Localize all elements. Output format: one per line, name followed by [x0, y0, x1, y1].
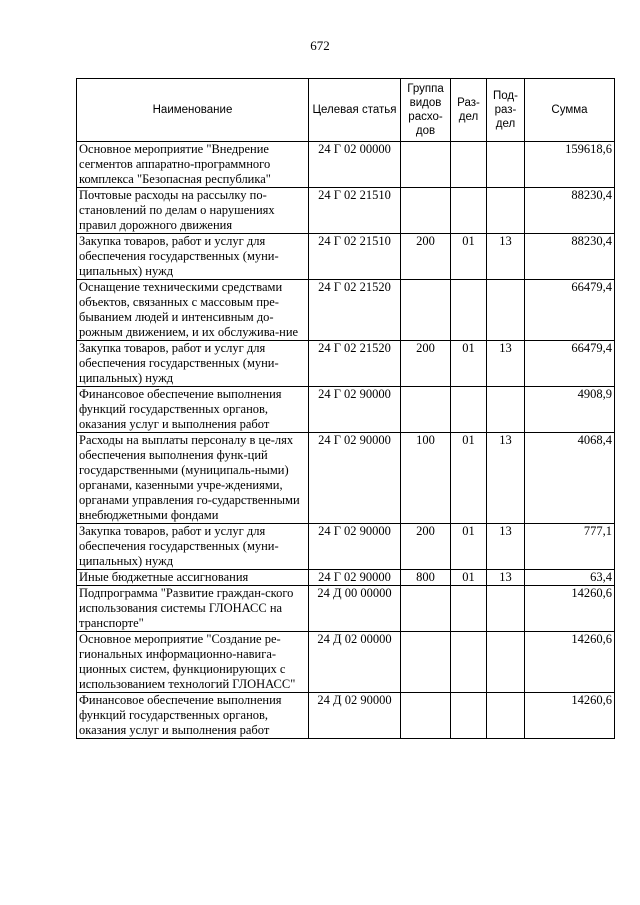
cell-subsection — [487, 387, 525, 433]
table-row — [77, 387, 615, 433]
cell-target: 24 Г 02 90000 — [309, 570, 401, 586]
table-row — [77, 188, 615, 234]
table-row — [77, 586, 615, 632]
cell-target: 24 Г 02 21510 — [309, 188, 401, 234]
cell-sum: 777,1 — [525, 524, 615, 570]
page-number: 672 — [310, 38, 330, 53]
cell-group: 200 — [401, 234, 451, 280]
cell-name: Закупка товаров, работ и услуг для обеспечения государственных (муни-ципальных) нужд — [77, 341, 309, 387]
cell-target: 24 Г 02 00000 — [309, 142, 401, 188]
cell-section — [451, 387, 487, 433]
header-name: Наименование — [77, 79, 309, 142]
cell-sum: 14260,6 — [525, 693, 615, 739]
cell-target: 24 Г 02 90000 — [309, 387, 401, 433]
cell-target: 24 Г 02 90000 — [309, 524, 401, 570]
cell-subsection — [487, 142, 525, 188]
table-row — [77, 632, 615, 693]
cell-group: 800 — [401, 570, 451, 586]
cell-subsection: 13 — [487, 570, 525, 586]
cell-group — [401, 387, 451, 433]
cell-subsection — [487, 586, 525, 632]
table-row — [77, 433, 615, 524]
cell-name: Подпрограмма "Развитие граждан-ского использования системы ГЛОНАСС на транспорте" — [77, 586, 309, 632]
cell-section — [451, 586, 487, 632]
cell-group — [401, 188, 451, 234]
cell-subsection — [487, 693, 525, 739]
table-header-row — [77, 79, 615, 142]
budget-table — [76, 78, 615, 739]
cell-group — [401, 586, 451, 632]
cell-target: 24 Д 02 00000 — [309, 632, 401, 693]
cell-target: 24 Г 02 21510 — [309, 234, 401, 280]
cell-group: 100 — [401, 433, 451, 524]
table-row — [77, 280, 615, 341]
cell-name: Оснащение техническими средствами объектов, связанных с массовым пре-быванием людей и интенсивным до-рожным движением, и их обслужива-ние — [77, 280, 309, 341]
cell-group — [401, 632, 451, 693]
cell-target: 24 Д 00 00000 — [309, 586, 401, 632]
table-row — [77, 142, 615, 188]
header-section: Раз-дел — [451, 79, 487, 142]
cell-sum: 88230,4 — [525, 188, 615, 234]
cell-section — [451, 280, 487, 341]
cell-subsection: 13 — [487, 234, 525, 280]
cell-name: Основное мероприятие "Создание ре-гиональных информационно-навига-ционных систем, функционирующих с использованием технологий ГЛОНАСС" — [77, 632, 309, 693]
cell-section — [451, 142, 487, 188]
cell-subsection: 13 — [487, 524, 525, 570]
cell-target: 24 Д 02 90000 — [309, 693, 401, 739]
cell-section: 01 — [451, 433, 487, 524]
cell-group: 200 — [401, 524, 451, 570]
cell-section — [451, 632, 487, 693]
cell-section: 01 — [451, 570, 487, 586]
cell-sum: 66479,4 — [525, 341, 615, 387]
cell-section — [451, 188, 487, 234]
cell-sum: 88230,4 — [525, 234, 615, 280]
table-row — [77, 341, 615, 387]
cell-subsection: 13 — [487, 341, 525, 387]
table-body — [77, 142, 615, 739]
cell-sum: 4068,4 — [525, 433, 615, 524]
cell-group — [401, 142, 451, 188]
cell-sum: 63,4 — [525, 570, 615, 586]
table-row — [77, 234, 615, 280]
header-subsection: Под-раз-дел — [487, 79, 525, 142]
cell-name: Основное мероприятие "Внедрение сегментов аппаратно-программного комплекса "Безопасная республика" — [77, 142, 309, 188]
cell-subsection — [487, 280, 525, 341]
cell-target: 24 Г 02 21520 — [309, 280, 401, 341]
cell-subsection — [487, 632, 525, 693]
header-sum: Сумма — [525, 79, 615, 142]
cell-name: Финансовое обеспечение выполнения функций государственных органов, оказания услуг и выполнения работ — [77, 387, 309, 433]
cell-subsection — [487, 188, 525, 234]
cell-name: Почтовые расходы на рассылку по-становлений по делам о нарушениях правил дорожного движения — [77, 188, 309, 234]
table-row — [77, 570, 615, 586]
cell-target: 24 Г 02 21520 — [309, 341, 401, 387]
cell-group — [401, 693, 451, 739]
cell-sum: 159618,6 — [525, 142, 615, 188]
cell-sum: 4908,9 — [525, 387, 615, 433]
cell-group — [401, 280, 451, 341]
cell-name: Финансовое обеспечение выполнения функций государственных органов, оказания услуг и выполнения работ — [77, 693, 309, 739]
cell-group: 200 — [401, 341, 451, 387]
cell-section: 01 — [451, 341, 487, 387]
cell-sum: 66479,4 — [525, 280, 615, 341]
cell-section: 01 — [451, 234, 487, 280]
cell-target: 24 Г 02 90000 — [309, 433, 401, 524]
header-target: Целевая статья — [309, 79, 401, 142]
cell-section — [451, 693, 487, 739]
cell-section: 01 — [451, 524, 487, 570]
cell-name: Расходы на выплаты персоналу в це-лях обеспечения выполнения функ-ций государственными (муниципаль-ными) органами, казенными учре-ждениями, органами управления го-сударственными внебюджетными фондами — [77, 433, 309, 524]
table-row — [77, 693, 615, 739]
cell-name: Иные бюджетные ассигнования — [77, 570, 309, 586]
header-group: Группа видов расхо-дов — [401, 79, 451, 142]
cell-sum: 14260,6 — [525, 586, 615, 632]
cell-sum: 14260,6 — [525, 632, 615, 693]
cell-name: Закупка товаров, работ и услуг для обеспечения государственных (муни-ципальных) нужд — [77, 234, 309, 280]
table-row — [77, 524, 615, 570]
cell-name: Закупка товаров, работ и услуг для обеспечения государственных (муни-ципальных) нужд — [77, 524, 309, 570]
cell-subsection: 13 — [487, 433, 525, 524]
